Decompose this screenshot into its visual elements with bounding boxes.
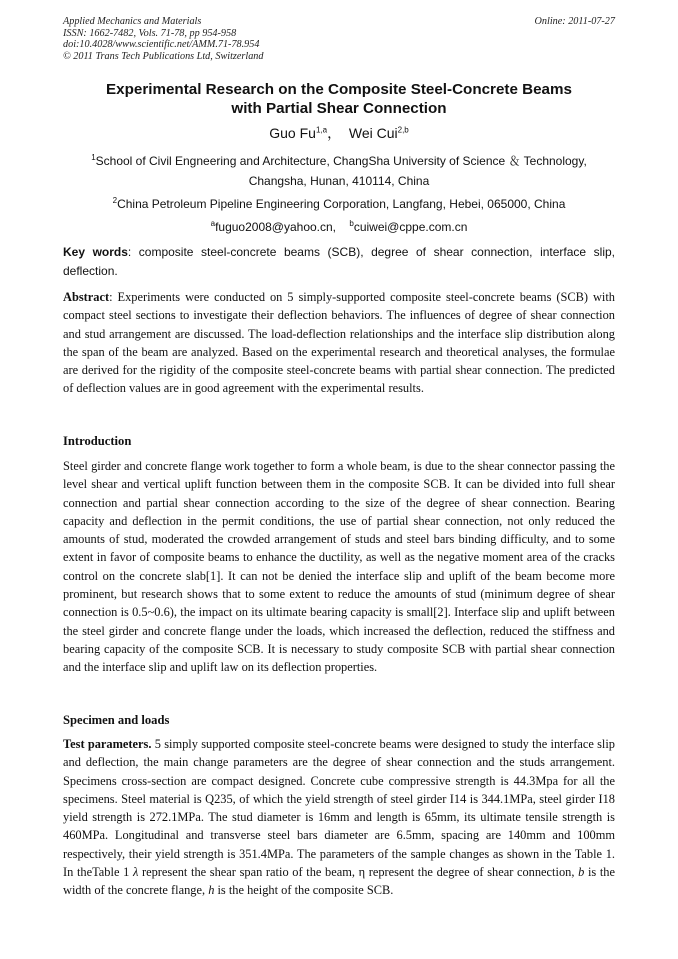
keywords <box>63 243 615 281</box>
introduction-paragraph: Steel girder and concrete flange work together to form a whole beam, is due to the shear connector passing the level shear and vertical uplift function between them in the composite SCB. It can be divided into full shear connection and partial shear connection according to the size of the degree of shear connection. Bearing capacity and deflection in the permit conditions, the use of partial shear connection, not only reduced the amounts of stud, moderated the crowded arrangement of studs and steel bars binding difficulty, and to some extent in favor of composite beams to enhance the ductility, as well as the negative moment area of the cracks control on the concrete slab[1]. It can not be denied the interface slip and uplift of the beam become more prominent, but research shows that to some extent to reduce the amounts of stud (minimum degree of shear connection is 0.5~0.6), the impact on its ultimate bearing capacity is small[2]. Interface slip and uplift between the steel girder and concrete flange under the loads, which increased the deflection, reduced the stiffness and bearing capacity of the composite SCB. It is necessary to study composite SCB with partial shear connection and the interface slip and uplift law on its deflection properties. <box>63 459 615 675</box>
online-date: Online: 2011-07-27 <box>534 16 615 27</box>
paper-title <box>40 80 638 118</box>
test-parameters-label: Test parameters. <box>63 737 152 751</box>
author-list <box>40 124 638 142</box>
specimen-paragraph <box>63 735 615 900</box>
abstract-text: : Experiments were conducted on 5 simply-supported composite steel-concrete beams (SCB) with compact steel sections to investigate their deflection behaviors. The influences of degree of shear connection and stud arrangement are discussed. The load-deflection relationships and the interface slip distribution along the span of the beam are analyzed. Based on the experimental research and theoretical analyses, the formulae are derived for the rigidity of the composite steel-concrete beams with partial shear connection. The predicted of deflection values are in good agreement with the experimental results. <box>63 290 615 396</box>
keywords-label: Key words <box>63 245 128 259</box>
abstract-label: Abstract <box>63 290 110 304</box>
affiliation-2 <box>60 194 618 214</box>
title-line-2: with Partial Shear Connection <box>231 100 447 117</box>
copyright-line: © 2011 Trans Tech Publications Ltd, Switzerland <box>63 50 264 62</box>
author-superscript: 1,a <box>315 125 328 135</box>
issn-line: ISSN: 1662-7482, Vols. 71-78, pp 954-958 <box>63 27 237 39</box>
b-symbol: b <box>578 865 585 880</box>
journal-name: Applied Mechanics and Materials <box>63 16 202 27</box>
h-symbol: h <box>208 883 215 898</box>
lambda-symbol: λ <box>132 865 139 880</box>
email-address: cuiwei@cppe.com.cn <box>353 220 468 234</box>
email-line <box>60 217 618 237</box>
email-address: fuguo2008@yahoo.cn, <box>215 220 337 234</box>
email-superscript: a <box>210 219 216 228</box>
title-line-1: Experimental Research on the Composite Steel-Concrete Beams <box>106 81 572 98</box>
section-heading-specimen: Specimen and loads <box>63 713 170 727</box>
specimen-text: 5 simply supported composite steel-concrete beams were designed to study the interface slip and deflection, the main change parameters are the degree of shear connection and the studs arrangement. Specimens cross-section are compact designed. Concrete cube compressive strength is 44.3Mpa for all the specimens. Steel material is Q235, of which the yield strength of steel girder I14 is 344.1MPa, steel girder I18 yield strength is 272.1MPa. The stud diameter is 16mm and length is 65mm, its ultimate tensile strength is 460MPa. Longitudinal and transverse steel bars diameter are 6.5mm, spacing are 140mm and 100mm respectively, their yield strength is 351.4MPa. The parameters of the sample changes as shown in the Table 1. In theTable 1 <box>63 737 615 880</box>
author-separator: ， <box>327 125 342 141</box>
journal-header <box>63 16 615 62</box>
affiliation-superscript: 1 <box>91 153 96 162</box>
specimen-text: is the width of the concrete flange, <box>63 865 615 898</box>
author-name: Guo Fu <box>269 125 316 141</box>
affiliation-superscript: 2 <box>112 196 118 205</box>
author-superscript: 2,b <box>397 125 409 135</box>
email-superscript: b <box>349 219 354 228</box>
affiliation-text: China Petroleum Pipeline Engineering Corporation, Langfang, Hebei, 065000, China <box>117 197 566 211</box>
specimen-text: represent the shear span ratio of the beam, η represent the degree of shear connection, <box>138 865 579 880</box>
keywords-text: : composite steel-concrete beams (SCB), degree of shear connection, interface slip, deflection. <box>63 245 615 278</box>
specimen-text: is the height of the composite SCB. <box>214 883 394 898</box>
doi-line: doi:10.4028/www.scientific.net/AMM.71-78.954 <box>63 39 260 51</box>
author-name: Wei Cui <box>348 125 398 141</box>
affiliation-text: Changsha, Hunan, 410114, China <box>248 174 430 188</box>
affiliation-text: School of Civil Engneering and Architecture, ChangSha University of Science ＆ Technology, <box>95 154 587 168</box>
abstract <box>63 288 615 398</box>
section-heading-introduction: Introduction <box>63 434 132 448</box>
affiliation-1 <box>60 151 618 191</box>
